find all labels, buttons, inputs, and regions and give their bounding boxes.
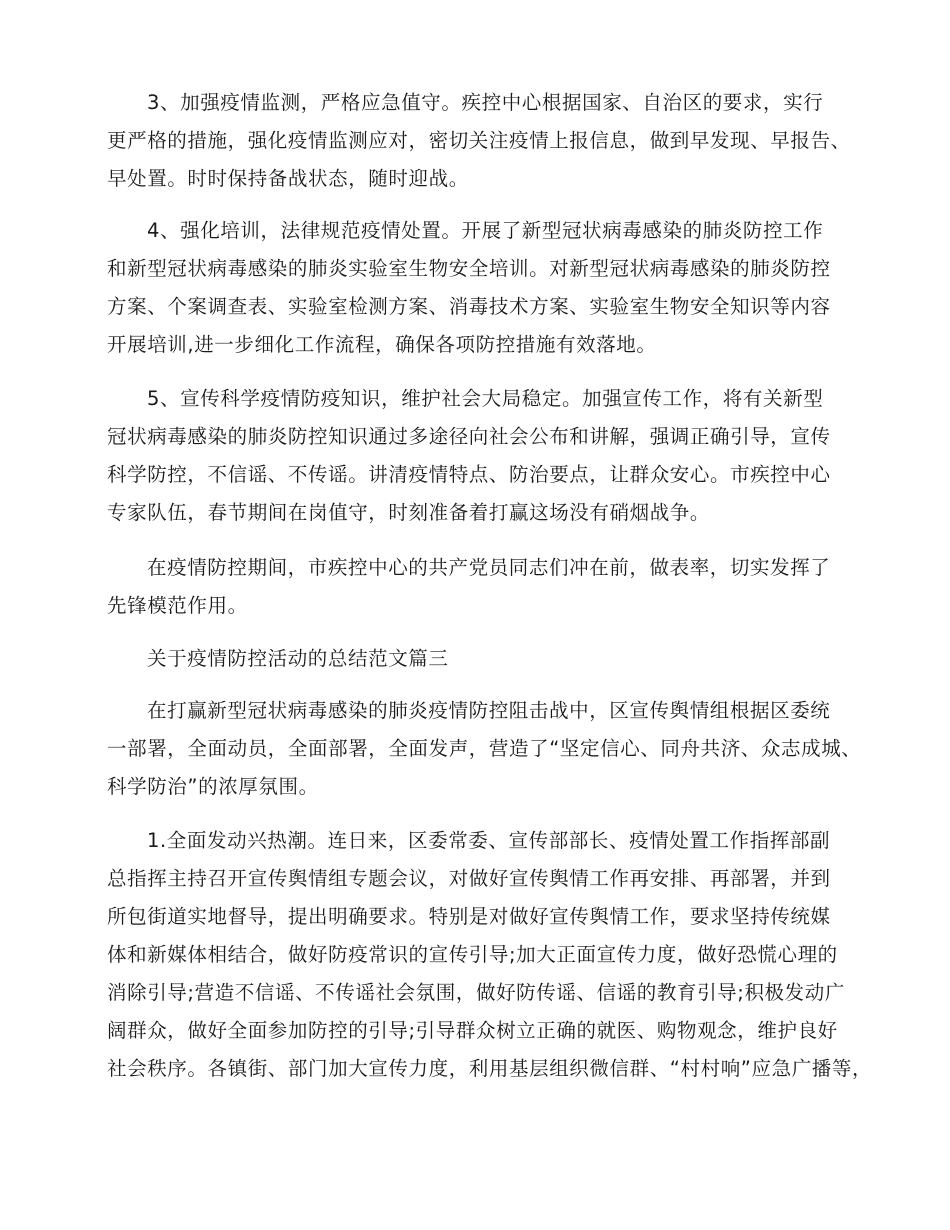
text-line: 方案、个案调查表、实验室检测方案、消毒技术方案、实验室生物安全知识等内容 bbox=[107, 295, 831, 318]
text-line: 5、宣传科学疫情防疫知识，维护社会大局稳定。加强宣传工作，将有关新型 bbox=[147, 387, 824, 410]
text-line: 开展培训,进一步细化工作流程，确保各项防控措施有效落地。 bbox=[107, 333, 657, 356]
text-line: 冠状病毒感染的肺炎防控知识通过多途径向社会公布和讲解，强调正确引导，宣传 bbox=[107, 425, 831, 448]
text-line: 阔群众，做好全面参加防控的引导;引导群众树立正确的就医、购物观念，维护良好 bbox=[107, 1019, 838, 1042]
paragraph-party-members bbox=[107, 549, 867, 625]
text-line: 体和新媒体相结合，做好防疫常识的宣传引导;加大正面宣传力度，做好恐慌心理的 bbox=[107, 943, 838, 966]
text-line: 总指挥主持召开宣传舆情组专题会议，对做好宣传舆情工作再安排、再部署，并到 bbox=[107, 867, 831, 890]
text-line: 4、强化培训，法律规范疫情处置。开展了新型冠状病毒感染的肺炎防控工作 bbox=[147, 219, 824, 242]
text-line: 先锋模范作用。 bbox=[107, 594, 248, 617]
text-line: 1.全面发动兴热潮。连日来，区委常委、宣传部部长、疫情处置工作指挥部副 bbox=[147, 829, 831, 852]
paragraph-training bbox=[107, 212, 867, 364]
paragraph-introduction bbox=[107, 692, 867, 806]
text-line: 一部署，全面动员，全面部署，全面发声，营造了“坚定信心、同舟共济、众志成城、 bbox=[107, 737, 862, 760]
section-heading bbox=[107, 640, 867, 678]
text-line: 科学防控，不信谣、不传谣。讲清疫情特点、防治要点，让群众安心。市疾控中心 bbox=[107, 463, 831, 486]
text-line: 3、加强疫情监测，严格应急值守。疾控中心根据国家、自治区的要求，实行 bbox=[147, 91, 824, 114]
text-line: 更严格的措施，强化疫情监测应对，密切关注疫情上报信息，做到早发现、早报告、 bbox=[107, 129, 851, 152]
text-line: 专家队伍，春节期间在岗值守，时刻准备着打赢这场没有硝烟战争。 bbox=[107, 501, 711, 524]
section-title: 关于疫情防控活动的总结范文篇三 bbox=[147, 647, 449, 670]
text-line: 科学防治”的浓厚氛围。 bbox=[107, 775, 319, 798]
text-line: 在疫情防控期间，市疾控中心的共产党员同志们冲在前，做表率，切实发挥了 bbox=[147, 556, 831, 579]
text-line: 社会秩序。各镇街、部门加大宣传力度，利用基层组织微信群、“村村响”应急广播等， bbox=[107, 1057, 873, 1080]
paragraph-publicity bbox=[107, 380, 867, 532]
text-line: 所包街道实地督导，提出明确要求。特别是对做好宣传舆情工作，要求坚持传统媒 bbox=[107, 905, 831, 928]
text-line: 在打赢新型冠状病毒感染的肺炎疫情防控阻击战中，区宣传舆情组根据区委统 bbox=[147, 699, 831, 722]
text-line: 早处置。时时保持备战状态，随时迎战。 bbox=[107, 167, 469, 190]
text-line: 和新型冠状病毒感染的肺炎实验室生物安全培训。对新型冠状病毒感染的肺炎防控 bbox=[107, 257, 831, 280]
paragraph-monitoring bbox=[107, 84, 867, 198]
paragraph-mobilization bbox=[107, 822, 873, 1088]
text-line: 消除引导;营造不信谣、不传谣社会氛围，做好防传谣、信谣的教育引导;积极发动广 bbox=[107, 981, 845, 1004]
